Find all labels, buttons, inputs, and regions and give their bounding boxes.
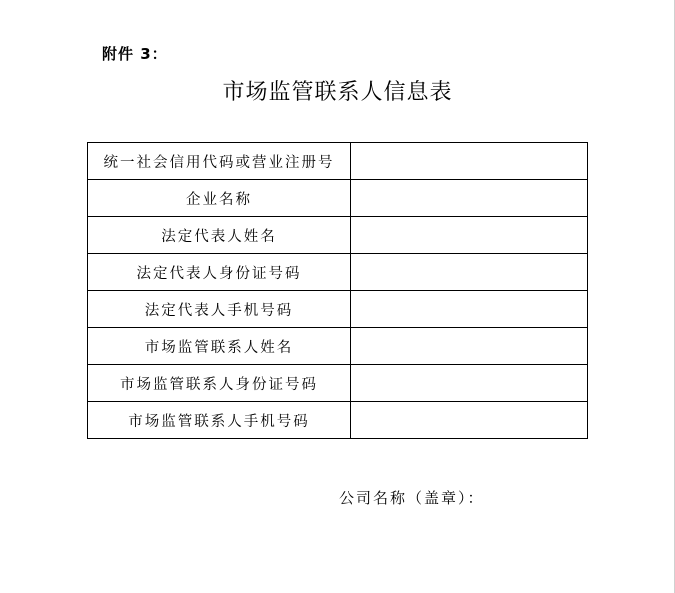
row-value-contact-phone[interactable] [351, 402, 588, 439]
table-row [88, 217, 588, 254]
row-value-contact-id[interactable] [351, 365, 588, 402]
row-label-legal-rep-name: 法定代表人姓名 [88, 217, 351, 254]
row-label-contact-phone: 市场监管联系人手机号码 [88, 402, 351, 439]
row-value-contact-name[interactable] [351, 328, 588, 365]
row-value-credit-code[interactable] [351, 143, 588, 180]
row-label-company-name: 企业名称 [88, 180, 351, 217]
table-row [88, 328, 588, 365]
page-title: 市场监管联系人信息表 [222, 80, 453, 105]
table-row [88, 291, 588, 328]
row-value-legal-rep-name[interactable] [351, 217, 588, 254]
contact-info-table [87, 142, 588, 439]
row-value-legal-rep-id[interactable] [351, 254, 588, 291]
company-seal-label: 公司名称（盖章）： [339, 489, 485, 507]
table-row [88, 180, 588, 217]
table-row [88, 365, 588, 402]
row-label-contact-id: 市场监管联系人身份证号码 [88, 365, 351, 402]
table-row [88, 254, 588, 291]
table-row [88, 143, 588, 180]
row-value-legal-rep-phone[interactable] [351, 291, 588, 328]
row-value-company-name[interactable] [351, 180, 588, 217]
attachment-label: 附件 3： [102, 45, 168, 63]
row-label-legal-rep-phone: 法定代表人手机号码 [88, 291, 351, 328]
row-label-legal-rep-id: 法定代表人身份证号码 [88, 254, 351, 291]
row-label-contact-name: 市场监管联系人姓名 [88, 328, 351, 365]
row-label-credit-code: 统一社会信用代码或营业注册号 [88, 143, 351, 180]
table-row [88, 402, 588, 439]
